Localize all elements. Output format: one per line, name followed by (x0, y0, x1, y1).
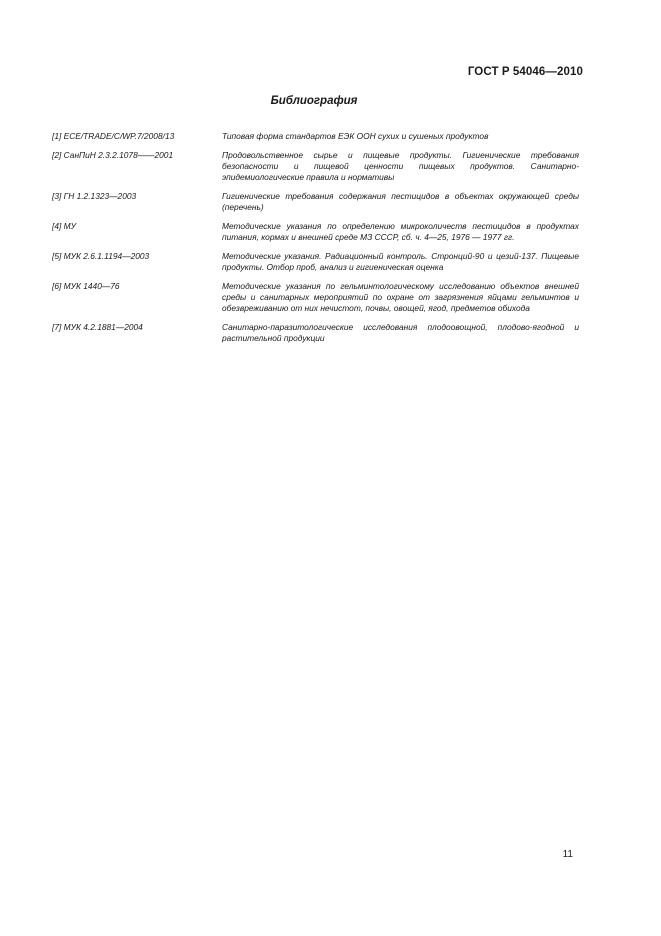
bibliography-entry (52, 191, 579, 213)
bibliography-entry (52, 131, 579, 142)
bibliography-entry (52, 221, 579, 243)
bibliography-title: Библиография (270, 95, 358, 107)
entry-reference: [3] ГН 1.2.1323—2003 (52, 191, 137, 201)
document-code: ГОСТ Р 54046—2010 (467, 66, 583, 78)
bibliography-entry (52, 251, 579, 273)
entry-reference: [1] ECE/TRADE/C/WP.7/2008/13 (52, 131, 175, 141)
entry-description: Гигиенические требования содержания пестицидов в объектах окружающей среды (перечень) (222, 191, 579, 212)
entry-description: Типовая форма стандартов ЕЭК ООН сухих и сушеных продуктов (222, 131, 489, 141)
entry-description: Методические указания. Радиационный контроль. Стронций-90 и цезий-137. Пищевые продукты. Отбор проб, анализ и гигиеническая оценка (222, 251, 579, 272)
entry-reference: [4] МУ (52, 221, 76, 231)
bibliography-entry (52, 281, 579, 314)
bibliography-entry (52, 322, 579, 344)
bibliography-entry (52, 150, 579, 183)
entry-reference: [2] СанПиН 2.3.2.1078——2001 (52, 150, 174, 160)
entry-description: Продовольственное сырье и пищевые продукты. Гигиенические требования безопасности и пищевой ценности пищевых продуктов. Санитарно-эпидемиологические правила и нормативы (222, 150, 579, 182)
entry-reference: [5] МУК 2.6.1.1194—2003 (52, 251, 150, 261)
bibliography-list (52, 131, 579, 352)
page-number: 11 (562, 849, 573, 860)
entry-description: Методические указания по определению микроколичеств пестицидов в продуктах питания, кормах и внешней среде МЗ СССР, сб. ч. 4—25, 1976 — 1977 гг. (222, 221, 579, 242)
entry-description: Санитарно-паразитологические исследования плодоовощной, плодово-ягодной и растительной продукции (222, 322, 579, 343)
entry-reference: [7] МУК 4.2.1881—2004 (52, 322, 143, 332)
entry-description: Методические указания по гельминтологическому исследованию объектов внешней среды и санитарных мероприятий по охране от загрязнения яйцами гельминтов и обезвреживанию от них нечистот, почвы, овощей, ягод, предметов обихода (222, 281, 579, 313)
entry-reference: [6] МУК 1440—76 (52, 281, 120, 291)
